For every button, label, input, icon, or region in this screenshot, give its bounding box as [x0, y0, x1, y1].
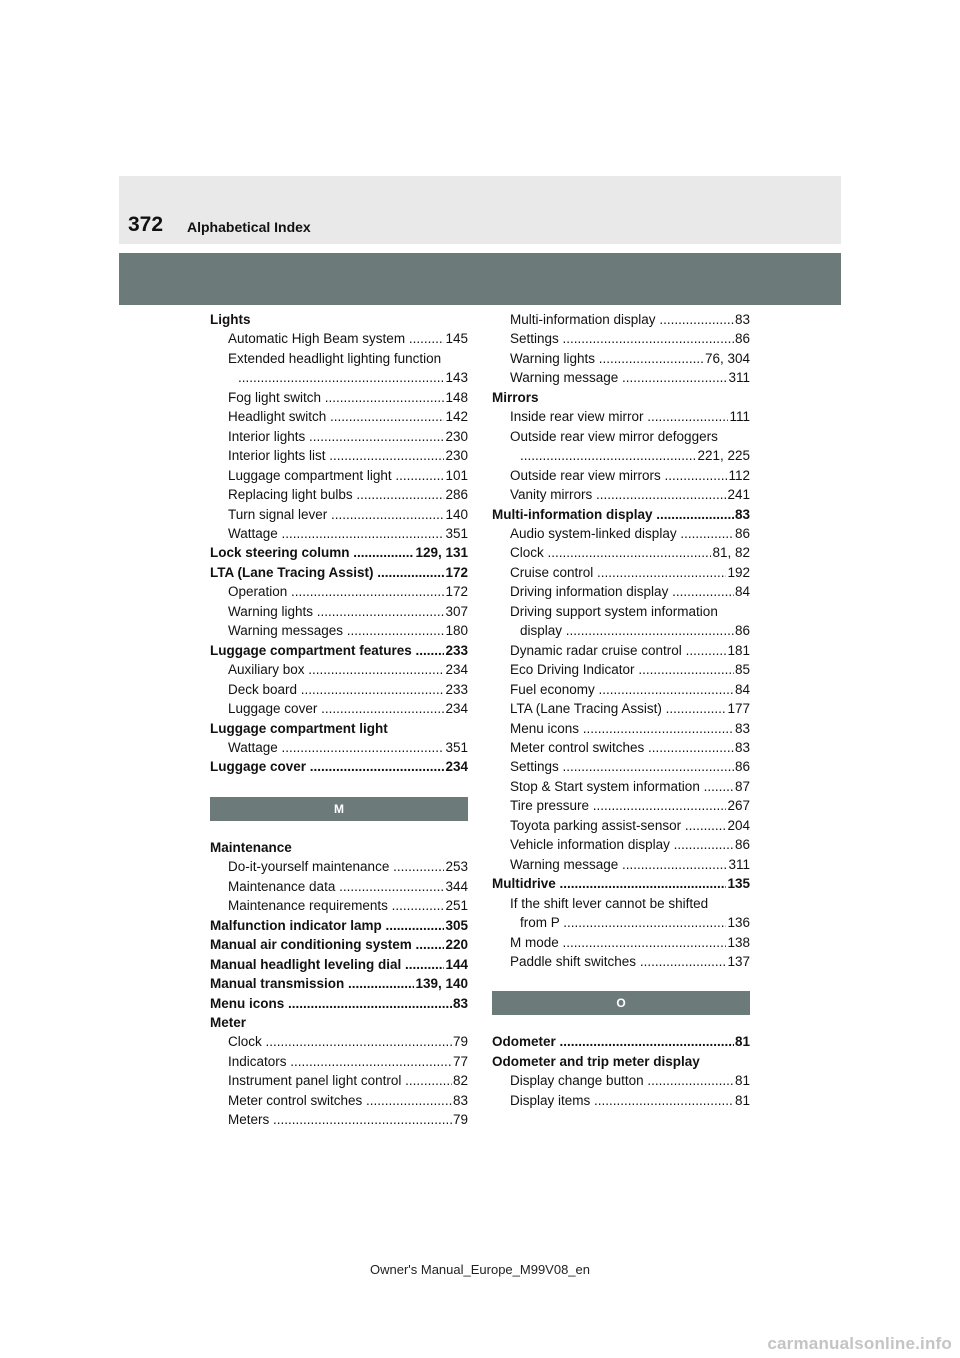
index-page-ref[interactable]: 221, 225 — [696, 446, 750, 465]
index-page-ref[interactable]: 83 — [734, 310, 750, 329]
index-entry-sub — [210, 699, 468, 718]
index-entry-sub — [492, 310, 750, 329]
index-entry-sub — [210, 505, 468, 524]
index-entry-text: Luggage compartment features — [210, 642, 412, 658]
index-page-ref[interactable]: 84 — [734, 582, 750, 601]
index-entry-sub — [492, 933, 750, 952]
index-entry-text: Multidrive — [492, 876, 556, 892]
index-entry-text: Audio system-linked display — [510, 525, 677, 541]
index-entry-text: Paddle shift switches — [510, 953, 637, 969]
index-entry-text: M mode — [510, 934, 559, 950]
index-page-ref[interactable]: 234 — [444, 660, 468, 679]
index-entry-sub — [210, 896, 468, 915]
index-page-ref[interactable]: 86 — [734, 835, 750, 854]
index-entry-sub — [492, 427, 750, 446]
index-entry-text: Clock — [228, 1034, 262, 1050]
index-entry-sub — [210, 1091, 468, 1110]
index-entry-sub — [492, 660, 750, 679]
index-entry-sub — [210, 349, 468, 368]
index-entry-sub — [492, 543, 750, 562]
index-entry-sub — [210, 877, 468, 896]
index-entry-sub — [210, 446, 468, 465]
index-letter-heading: O — [492, 991, 750, 1015]
index-entry-text: Lights — [210, 312, 251, 327]
index-page-ref[interactable]: 129, 131 — [414, 543, 468, 562]
index-entry-sub — [492, 796, 750, 815]
index-entry-sub — [210, 524, 468, 543]
index-entry-sub — [492, 757, 750, 776]
dot-leader — [284, 996, 468, 1011]
index-entry-sub — [210, 582, 468, 601]
index-entry-text: Menu icons — [510, 720, 580, 736]
index-page-ref[interactable]: 86 — [734, 329, 750, 348]
index-page-ref[interactable]: 286 — [444, 485, 468, 504]
dot-leader — [579, 721, 750, 736]
index-entry-text: Settings — [510, 759, 559, 775]
index-entry-text: Automatic High Beam system — [228, 331, 406, 347]
index-page-ref[interactable]: 83 — [734, 505, 750, 524]
dot-leader — [278, 526, 468, 541]
index-entry-sub — [492, 524, 750, 543]
index-page-ref[interactable]: 251 — [444, 896, 468, 915]
index-entry-main — [210, 935, 468, 954]
index-page-ref[interactable]: 136 — [726, 913, 750, 932]
index-page-ref[interactable]: 111 — [728, 407, 750, 426]
dot-leader — [297, 682, 468, 697]
index-page-ref[interactable]: 79 — [452, 1032, 468, 1051]
index-page-ref[interactable]: 101 — [444, 466, 468, 485]
index-entry-text: If the shift lever cannot be shifted — [510, 895, 709, 911]
index-page-ref[interactable]: 82 — [452, 1071, 468, 1090]
index-entry-text: Fog light switch — [228, 389, 322, 405]
index-entry-text: Vehicle information display — [510, 837, 670, 853]
index-page-ref[interactable]: 177 — [726, 699, 750, 718]
index-entry-main — [210, 974, 468, 993]
dot-leader — [278, 740, 468, 755]
index-entry-sub — [492, 699, 750, 718]
section-banner — [119, 253, 841, 305]
index-entry-sub — [492, 719, 750, 738]
index-entry-text: Outside rear view mirror defoggers — [510, 428, 718, 444]
index-entry-sub — [492, 1071, 750, 1090]
index-entry-sub — [492, 1091, 750, 1110]
index-entry-text: Lock steering column — [210, 545, 350, 561]
index-entry-sub — [210, 1071, 468, 1090]
index-entry-sub — [210, 1032, 468, 1051]
index-page-ref[interactable]: 83 — [734, 738, 750, 757]
index-page-ref[interactable]: 267 — [726, 796, 750, 815]
index-entry-sub — [492, 738, 750, 757]
index-page-ref[interactable]: 135 — [726, 874, 750, 893]
index-entry-main — [210, 563, 468, 582]
index-page-ref[interactable]: 140 — [444, 505, 468, 524]
dot-leader — [559, 331, 750, 346]
index-entry-text: Luggage compartment light — [210, 720, 388, 736]
watermark: carmanualsonline.info — [767, 1334, 952, 1353]
index-entry-text: Cruise control — [510, 564, 594, 580]
index-entry-main — [210, 310, 468, 329]
index-page-ref[interactable]: 233 — [444, 680, 468, 699]
index-page-ref[interactable]: 79 — [452, 1110, 468, 1129]
index-page-ref[interactable]: 77 — [452, 1052, 468, 1071]
index-entry-text: Operation — [228, 584, 288, 600]
index-entry-main — [210, 543, 468, 562]
index-page-ref[interactable]: 142 — [444, 407, 468, 426]
index-page-ref[interactable]: 234 — [444, 757, 468, 776]
dot-leader — [262, 1034, 468, 1049]
index-entry-main — [492, 1032, 750, 1051]
index-entry-sub — [492, 329, 750, 348]
index-entry-text: Toyota parking assist-sensor — [510, 817, 682, 833]
index-entry-text: Warning lights — [510, 350, 596, 366]
index-entry-text: Wattage — [228, 739, 278, 755]
index-page-ref[interactable]: 86 — [734, 621, 750, 640]
index-entry-text: Manual headlight leveling dial — [210, 956, 402, 972]
index-entry-text: Warning messages — [228, 623, 344, 639]
index-entry-text: Replacing light bulbs — [228, 487, 353, 503]
index-entry-text: Odometer and trip meter display — [492, 1053, 700, 1069]
index-page-ref[interactable]: 233 — [444, 641, 468, 660]
index-page-ref[interactable]: 351 — [444, 524, 468, 543]
index-entry-text: Manual air conditioning system — [210, 937, 412, 953]
index-page-ref[interactable]: 204 — [726, 816, 750, 835]
index-entry-text: Extended headlight lighting function — [228, 350, 442, 366]
index-page-ref[interactable]: 311 — [727, 368, 750, 387]
index-entry-text: Maintenance data — [228, 878, 336, 894]
index-entry-main — [210, 838, 468, 857]
index-entry-main — [210, 719, 468, 738]
index-page-ref[interactable]: 84 — [734, 680, 750, 699]
dot-leader — [595, 682, 750, 697]
index-entry-sub — [492, 816, 750, 835]
dot-leader — [559, 759, 750, 774]
index-column-right — [492, 310, 750, 1110]
index-entry-text: Tire pressure — [510, 798, 590, 814]
index-entry-sub — [210, 680, 468, 699]
index-entry-text: Driving information display — [510, 584, 669, 600]
index-page-ref[interactable]: 351 — [444, 738, 468, 757]
dot-leader — [556, 1034, 750, 1049]
index-entry-main — [492, 505, 750, 524]
index-entry-text: Multi-information display — [510, 312, 656, 327]
index-entry-text: Meters — [228, 1112, 270, 1128]
index-page-ref[interactable]: 234 — [444, 699, 468, 718]
index-entry-text: Dynamic radar cruise control — [510, 642, 682, 658]
index-page-ref[interactable]: 87 — [734, 777, 750, 796]
index-page-ref[interactable]: 230 — [444, 446, 468, 465]
index-entry-text: Menu icons — [210, 995, 285, 1011]
index-entry-text: LTA (Lane Tracing Assist) — [510, 701, 662, 717]
index-entry-text: Luggage cover — [210, 759, 307, 775]
index-page-ref[interactable]: 180 — [444, 621, 468, 640]
index-entry-text: Display change button — [510, 1073, 644, 1089]
index-entry-text: Do-it-yourself maintenance — [228, 859, 390, 875]
index-entry-text: Eco Driving Indicator — [510, 662, 635, 678]
index-page-ref[interactable]: 81, 82 — [711, 543, 750, 562]
index-entry-sub — [210, 427, 468, 446]
index-page-ref[interactable]: 145 — [444, 329, 468, 348]
index-entry-text: Meter — [210, 1014, 247, 1030]
index-entry-text: Stop & Start system information — [510, 778, 700, 794]
index-entry-sub — [210, 857, 468, 876]
index-page-ref[interactable]: 311 — [727, 855, 750, 874]
index-entry-text: Instrument panel light control — [228, 1073, 402, 1089]
index-page-ref[interactable]: 148 — [444, 388, 468, 407]
index-page-ref[interactable]: 230 — [444, 427, 468, 446]
index-entry-text: Luggage compartment light — [228, 467, 392, 483]
index-entry-text: Auxiliary box — [228, 662, 305, 678]
index-page-ref[interactable]: 172 — [444, 563, 468, 582]
index-page-ref[interactable]: 143 — [444, 368, 468, 387]
dot-leader — [556, 876, 750, 891]
footer-manual-id: Owner's Manual_Europe_M99V08_en — [369, 1262, 590, 1277]
index-entry-sub — [210, 407, 468, 426]
index-page-ref[interactable]: 112 — [727, 466, 750, 485]
index-page-ref[interactable]: 305 — [444, 916, 468, 935]
index-entry-text: from P — [520, 915, 560, 931]
index-entry-sub — [492, 777, 750, 796]
index-entry-text: Driving support system information — [510, 603, 718, 619]
index-entry-sub — [492, 641, 750, 660]
index-entry-sub — [210, 621, 468, 640]
dot-leader — [238, 370, 468, 385]
index-entry-sub — [210, 660, 468, 679]
index-entry-sub — [492, 582, 750, 601]
index-entry-text: Warning message — [510, 370, 619, 386]
index-entry-text: Warning message — [510, 856, 619, 872]
index-page-ref[interactable]: 86 — [734, 757, 750, 776]
dot-leader — [287, 584, 468, 599]
index-page-ref[interactable]: 344 — [444, 877, 468, 896]
index-entry-text: Display items — [510, 1092, 591, 1108]
index-entry-sub — [210, 738, 468, 757]
index-page-ref[interactable]: 253 — [444, 857, 468, 876]
index-entry-main — [210, 916, 468, 935]
index-page-ref[interactable]: 144 — [444, 955, 468, 974]
index-entry-sub — [492, 913, 750, 932]
index-entry-sub — [210, 466, 468, 485]
index-entry-main — [492, 874, 750, 893]
index-entry-sub — [492, 602, 750, 621]
index-entry-sub — [492, 855, 750, 874]
index-page-ref[interactable]: 81 — [734, 1071, 750, 1090]
index-entry-sub — [492, 466, 750, 485]
index-entry-text: Mirrors — [492, 389, 539, 405]
index-entry-text: Fuel economy — [510, 681, 595, 697]
index-entry-text: Maintenance requirements — [228, 898, 388, 914]
index-entry-text: Clock — [510, 545, 544, 561]
index-entry-main — [210, 955, 468, 974]
index-entry-sub — [492, 563, 750, 582]
index-entry-text: Meter control switches — [510, 739, 645, 755]
index-page-ref[interactable]: 83 — [734, 719, 750, 738]
index-page-ref[interactable]: 85 — [734, 660, 750, 679]
index-entry-text: display — [520, 623, 563, 639]
index-entry-sub — [492, 446, 750, 465]
index-entry-main — [210, 757, 468, 776]
index-page-ref[interactable]: 192 — [726, 563, 750, 582]
index-entry-sub — [210, 388, 468, 407]
index-entry-text: Multi-information display — [492, 506, 653, 522]
index-entry-text: Indicators — [228, 1053, 287, 1069]
index-entry-sub — [210, 485, 468, 504]
index-entry-sub — [492, 485, 750, 504]
dot-leader — [305, 662, 468, 677]
index-entry-main — [492, 1052, 750, 1071]
index-page-ref[interactable]: 139, 140 — [414, 974, 468, 993]
index-entry-text: Vanity mirrors — [510, 487, 593, 503]
index-entry-text: Wattage — [228, 525, 278, 541]
index-entry-sub — [210, 1110, 468, 1129]
dot-leader — [562, 623, 750, 638]
index-entry-main — [210, 641, 468, 660]
index-page-ref[interactable]: 181 — [726, 641, 750, 660]
dot-leader — [287, 1054, 468, 1069]
index-page-ref[interactable]: 172 — [444, 582, 468, 601]
dot-leader — [635, 662, 750, 677]
index-page-ref[interactable]: 81 — [734, 1091, 750, 1110]
index-entry-main — [492, 388, 750, 407]
index-entry-sub — [492, 835, 750, 854]
index-page-ref[interactable]: 137 — [726, 952, 750, 971]
index-entry-text: Interior lights — [228, 428, 306, 444]
index-entry-text: Luggage cover — [228, 701, 318, 717]
index-entry-text: LTA (Lane Tracing Assist) — [210, 564, 374, 580]
index-entry-sub — [492, 407, 750, 426]
index-page-ref[interactable]: 76, 304 — [704, 349, 750, 368]
index-entry-main — [210, 994, 468, 1013]
index-entry-text: Headlight switch — [228, 409, 327, 425]
index-column-left — [210, 310, 468, 1130]
index-page-ref[interactable]: 307 — [444, 602, 468, 621]
index-entry-sub — [210, 368, 468, 387]
index-entry-sub — [210, 329, 468, 348]
index-entry-text: Settings — [510, 331, 559, 347]
index-entry-text: Inside rear view mirror — [510, 409, 644, 425]
index-entry-text: Turn signal lever — [228, 506, 328, 522]
index-entry-sub — [210, 1052, 468, 1071]
dot-leader — [590, 1093, 750, 1108]
index-entry-sub — [492, 349, 750, 368]
section-title: Alphabetical Index — [187, 219, 311, 235]
index-page-ref[interactable]: 138 — [726, 933, 750, 952]
index-entry-text: Maintenance — [210, 839, 292, 855]
dot-leader — [560, 915, 750, 930]
index-page-ref[interactable]: 220 — [444, 935, 468, 954]
index-entry-text: Meter control switches — [228, 1092, 363, 1108]
index-entry-sub — [492, 894, 750, 913]
index-entry-sub — [210, 602, 468, 621]
index-page-ref[interactable]: 81 — [734, 1032, 750, 1051]
index-entry-sub — [492, 680, 750, 699]
index-page-ref[interactable]: 86 — [734, 524, 750, 543]
index-entry-sub — [492, 621, 750, 640]
index-entry-text: Odometer — [492, 1034, 556, 1050]
index-page-ref[interactable]: 83 — [452, 1091, 468, 1110]
index-entry-text: Warning lights — [228, 603, 314, 619]
index-entry-text: Interior lights list — [228, 448, 326, 464]
page-number: 372 — [128, 213, 164, 236]
index-entry-main — [210, 1013, 468, 1032]
index-letter-heading: M — [210, 797, 468, 821]
index-page-ref[interactable]: 83 — [452, 994, 468, 1013]
index-entry-text: Malfunction indicator lamp — [210, 917, 382, 933]
index-entry-text: Deck board — [228, 681, 298, 697]
index-entry-text: Manual transmission — [210, 976, 345, 992]
index-entry-text: Outside rear view mirrors — [510, 467, 661, 483]
dot-leader — [269, 1112, 468, 1127]
index-page-ref[interactable]: 241 — [726, 485, 750, 504]
index-entry-sub — [492, 368, 750, 387]
dot-leader — [559, 935, 750, 950]
index-entry-sub — [492, 952, 750, 971]
